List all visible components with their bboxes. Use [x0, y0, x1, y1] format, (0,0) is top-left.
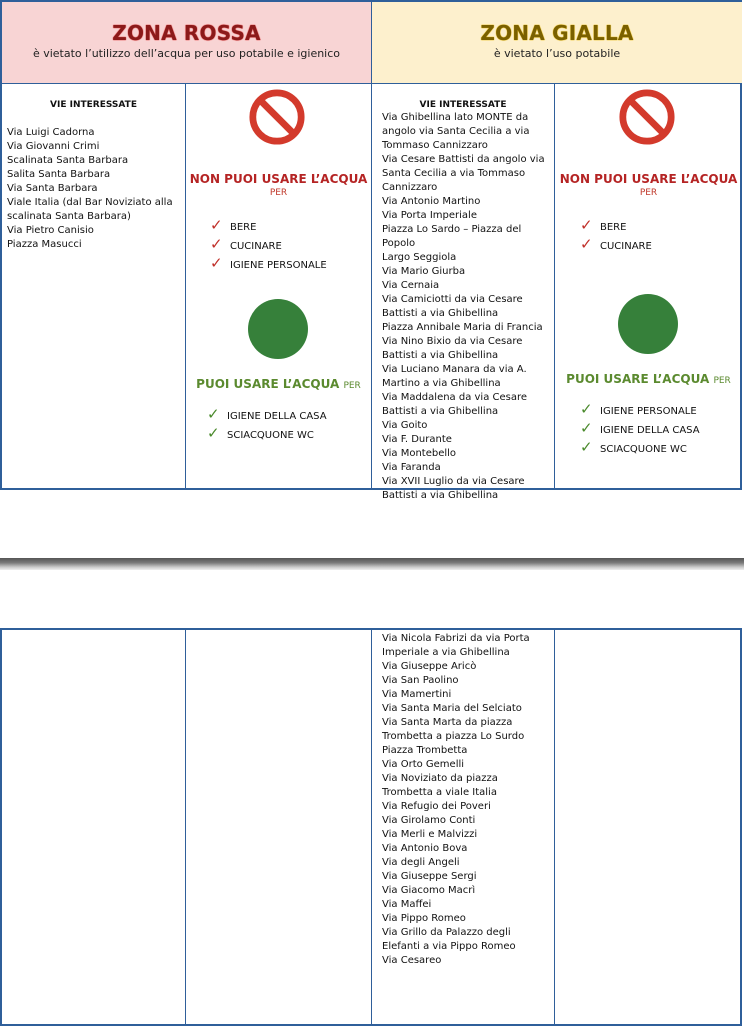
- street-item: Via Cesare Battisti da angolo via Santa Cecilia a via Tommaso Cannizzaro: [382, 154, 545, 193]
- green-circle-icon: [248, 299, 308, 359]
- street-item: Via Ghibellina lato MONTE da angolo via Santa Cecilia a via Tommaso Cannizzaro: [382, 112, 530, 151]
- street-item: Via Merli e Malvizzi: [382, 829, 478, 840]
- street-item: Viale Italia (dal Bar Noviziato alla scalinata Santa Barbara): [7, 197, 173, 222]
- street-item: Via Goito: [382, 420, 428, 431]
- page-separator: [0, 558, 744, 570]
- rule-label: IGIENE PERSONALE: [230, 260, 327, 271]
- street-item: Via Cesareo: [382, 955, 442, 966]
- yellow-streets-continued-list: [382, 632, 550, 968]
- yellow-cannot-title: NON PUOI USARE L’ACQUA: [559, 172, 738, 186]
- street-item: Piazza Annibale Maria di Francia: [382, 322, 543, 333]
- street-item: Largo Seggiola: [382, 252, 457, 263]
- street-item: Via Antonio Martino: [382, 196, 481, 207]
- check-icon: ✓: [207, 405, 220, 423]
- street-item: Via XVII Luglio da via Cesare Battisti a via Ghibellina: [382, 476, 525, 501]
- rule-label: BERE: [600, 222, 627, 233]
- street-item: Via Nicola Fabrizi da via Porta Imperiale a via Ghibellina: [382, 633, 530, 658]
- red-cannot-per: PER: [269, 188, 288, 198]
- street-item: Via Pietro Canisio: [7, 225, 94, 236]
- yellow-zone-subtitle: è vietato l’uso potabile: [493, 47, 621, 60]
- street-item: Via Montebello: [382, 448, 457, 459]
- street-item: Via Orto Gemelli: [382, 759, 465, 770]
- street-item: Via Mario Giurba: [382, 266, 466, 277]
- zone-divider: [371, 630, 372, 1024]
- street-item: Piazza Trombetta: [382, 745, 468, 756]
- street-item: Via Nino Bixio da via Cesare Battisti a via Ghibellina: [382, 336, 523, 361]
- street-item: Via Refugio dei Poveri: [382, 801, 491, 812]
- rule-item: [580, 421, 700, 440]
- street-item: Scalinata Santa Barbara: [7, 155, 129, 166]
- street-item: Via Antonio Bova: [382, 843, 468, 854]
- rule-label: CUCINARE: [230, 241, 282, 252]
- street-item: Via Maddalena da via Cesare Battisti a via Ghibellina: [382, 392, 528, 417]
- red-can-title: [186, 377, 371, 391]
- rule-label: IGIENE DELLA CASA: [600, 425, 700, 436]
- street-item: Via Pippo Romeo: [382, 913, 466, 924]
- street-item: Via Giuseppe Sergi: [382, 871, 477, 882]
- red-zone-subtitle: è vietato l’utilizzo dell’acqua per uso potabile e igienico: [32, 47, 341, 60]
- rule-item: [207, 407, 327, 426]
- street-item: Via Porta Imperiale: [382, 210, 477, 221]
- yellow-can-per: PER: [713, 376, 731, 386]
- rule-label: CUCINARE: [600, 241, 652, 252]
- rule-item: [580, 402, 700, 421]
- rule-item: [210, 256, 327, 275]
- prohibited-icon: [618, 88, 676, 146]
- yellow-zone-title: ZONA GIALLA: [480, 21, 634, 45]
- check-icon: ✓: [210, 235, 223, 253]
- street-item: Via F. Durante: [382, 434, 452, 445]
- red-cannot-list: [210, 218, 327, 275]
- street-item: Salita Santa Barbara: [7, 169, 111, 180]
- yellow-can-title: [555, 372, 742, 386]
- street-item: Piazza Masucci: [7, 239, 82, 250]
- yellow-streets-list: [382, 111, 550, 503]
- check-icon: ✓: [580, 438, 593, 456]
- yellow-zone-header: [372, 2, 742, 83]
- rule-label: SCIACQUONE WC: [600, 444, 687, 455]
- street-item: Piazza Lo Sardo – Piazza del Popolo: [382, 224, 522, 249]
- yellow-can-title-text: PUOI USARE L’ACQUA: [566, 372, 710, 386]
- green-circle-icon: [618, 294, 678, 354]
- yellow-can-list: [580, 402, 700, 459]
- rule-item: [580, 440, 700, 459]
- street-item: Via Cernaia: [382, 280, 440, 291]
- street-item: Via Giovanni Crimi: [7, 141, 100, 152]
- rule-label: SCIACQUONE WC: [227, 430, 314, 441]
- red-column-divider: [185, 84, 186, 488]
- street-item: Via Faranda: [382, 462, 441, 473]
- rule-item: [580, 237, 652, 256]
- red-column-divider: [185, 630, 186, 1024]
- red-streets-list: [7, 126, 179, 252]
- street-item: Via Santa Maria del Selciato: [382, 703, 522, 714]
- rule-item: [210, 237, 327, 256]
- prohibited-icon: [248, 88, 306, 146]
- street-item: Via Girolamo Conti: [382, 815, 476, 826]
- red-can-list: [207, 407, 327, 445]
- street-item: Via Camiciotti da via Cesare Battisti a via Ghibellina: [382, 294, 523, 319]
- check-icon: ✓: [580, 419, 593, 437]
- street-item: Via Grillo da Palazzo degli Elefanti a via Pippo Romeo: [382, 927, 516, 952]
- check-icon: ✓: [207, 424, 220, 442]
- yellow-streets-header: VIE INTERESSATE: [419, 100, 507, 110]
- yellow-cannot-per: PER: [639, 188, 658, 198]
- check-icon: ✓: [210, 216, 223, 234]
- check-icon: ✓: [580, 400, 593, 418]
- street-item: Via Giacomo Macrì: [382, 885, 476, 896]
- rule-item: [210, 218, 327, 237]
- red-zone-title: ZONA ROSSA: [112, 21, 261, 45]
- zone-table-page-2: [0, 628, 742, 1026]
- check-icon: ✓: [210, 254, 223, 272]
- street-item: Via Giuseppe Aricò: [382, 661, 477, 672]
- yellow-column-divider: [554, 84, 555, 488]
- rule-label: IGIENE DELLA CASA: [227, 411, 327, 422]
- zone-divider: [371, 2, 372, 488]
- check-icon: ✓: [580, 216, 593, 234]
- yellow-cannot-list: [580, 218, 652, 256]
- street-item: Via Noviziato da piazza Trombetta a viale Italia: [382, 773, 498, 798]
- street-item: Via Maffei: [382, 899, 432, 910]
- rule-label: BERE: [230, 222, 257, 233]
- street-item: Via Luciano Manara da via A. Martino a via Ghibellina: [382, 364, 527, 389]
- rule-label: IGIENE PERSONALE: [600, 406, 697, 417]
- street-item: Via Santa Marta da piazza Trombetta a piazza Lo Surdo: [382, 717, 525, 742]
- street-item: Via Mamertini: [382, 689, 452, 700]
- street-item: Via Santa Barbara: [7, 183, 98, 194]
- red-zone-header: [2, 2, 371, 83]
- yellow-column-divider: [554, 630, 555, 1024]
- street-item: Via San Paolino: [382, 675, 459, 686]
- check-icon: ✓: [580, 235, 593, 253]
- red-streets-header: VIE INTERESSATE: [50, 100, 137, 110]
- street-item: Via degli Angeli: [382, 857, 460, 868]
- rule-item: [207, 426, 327, 445]
- red-can-title-text: PUOI USARE L’ACQUA: [196, 377, 340, 391]
- red-cannot-title: NON PUOI USARE L’ACQUA: [189, 172, 368, 186]
- red-can-per: PER: [343, 381, 361, 391]
- street-item: Via Luigi Cadorna: [7, 127, 95, 138]
- zone-table-page-1: [0, 0, 742, 501]
